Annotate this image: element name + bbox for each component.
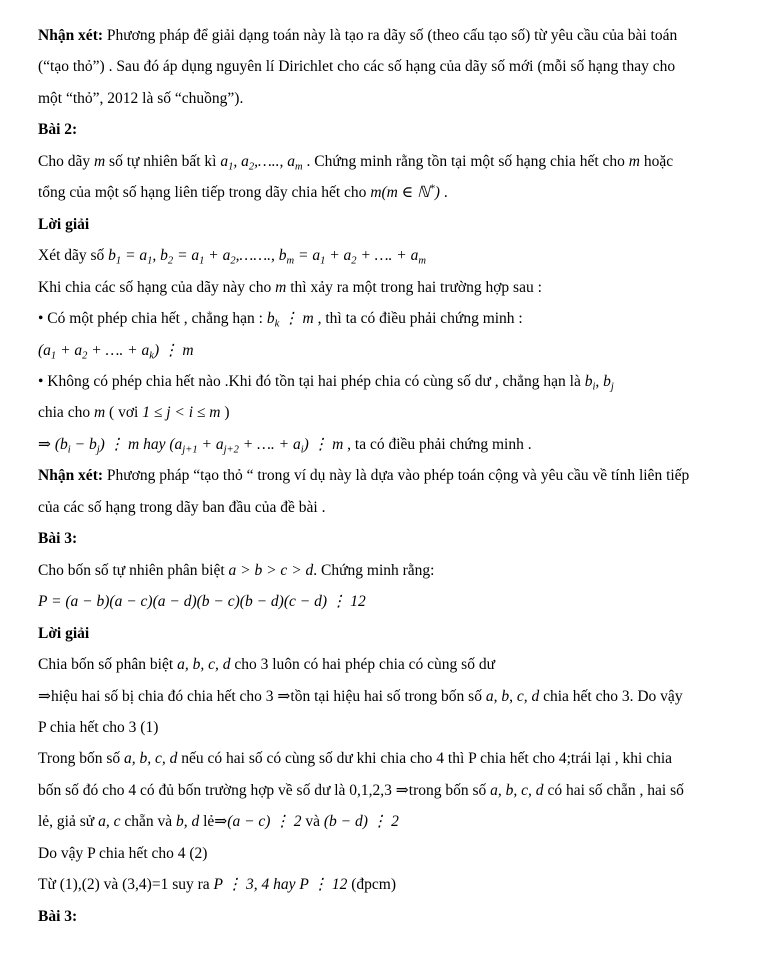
math-segment: = <box>173 247 192 265</box>
math-segment: 2 <box>82 350 88 362</box>
text-line <box>38 403 723 423</box>
text-segment: lẻ, giả sử <box>38 813 99 831</box>
text-segment: . Chứng minh rằng: <box>313 561 435 579</box>
math-segment: ( <box>169 435 175 453</box>
math-segment: + <box>197 435 216 453</box>
math-segment: a <box>410 247 419 265</box>
math-segment: P = (a − b)(a − c)(a − d)(b − c)(b − d)(c − d) ⋮ 12 <box>38 593 366 611</box>
text-segment: bốn số đó cho 4 có đủ bốn trường hợp về số dư là 0,1,2,3 ⇒trong bốn số <box>38 781 491 799</box>
math-segment: m <box>275 278 287 296</box>
math-segment: m <box>418 255 426 267</box>
text-line <box>38 498 723 518</box>
math-segment: a <box>191 247 200 265</box>
text-line <box>38 687 723 707</box>
math-segment: a <box>174 435 183 453</box>
math-segment: ⇒ ( <box>38 435 61 453</box>
text-segment: . Chứng minh rằng tồn tại một số hạng chia hết cho <box>302 152 629 170</box>
math-segment: b <box>108 247 116 265</box>
math-segment: hay <box>139 435 170 453</box>
bold-text: Nhận xét: <box>38 27 104 44</box>
text-segment: Từ (1),(2) và (3,4)=1 suy ra <box>38 876 214 894</box>
text-segment: Phương pháp “tạo thỏ “ trong ví dụ này là dựa vào phép toán cộng và yêu cầu về tính liên tiếp <box>103 467 690 485</box>
bold-text: Lời giải <box>38 624 90 642</box>
math-segment: P ⋮ 12 <box>299 876 348 894</box>
math-segment: + <box>204 247 223 265</box>
text-segment: của các số hạng trong dãy ban đầu của đề bài . <box>38 498 326 516</box>
math-segment: j+1 <box>182 444 198 456</box>
text-segment: Cho bốn số tự nhiên phân biệt <box>38 561 229 579</box>
text-segment: Chia bốn số phân biệt <box>38 656 178 674</box>
text-line <box>38 561 723 581</box>
text-line <box>38 246 723 266</box>
math-segment: b <box>266 310 275 328</box>
math-segment: a <box>74 341 83 359</box>
math-segment: + …. + <box>356 247 411 265</box>
math-segment: 1 <box>147 255 153 267</box>
bold-text: Lời giải <box>38 215 90 233</box>
text-segment: nếu có hai số có cùng số dư khi chia cho 4 thì P chia hết cho 4;trái lại , khi chia <box>177 750 673 768</box>
math-segment: a, c <box>98 813 121 831</box>
math-segment: k <box>149 350 154 362</box>
heading-line <box>38 624 723 644</box>
math-segment: b <box>584 372 593 390</box>
math-segment: ,……., <box>235 247 279 265</box>
bold-text: Nhận xét: <box>38 467 104 485</box>
text-line <box>38 309 723 329</box>
text-segment: ) <box>220 404 230 422</box>
bold-text: Bài 3: <box>38 530 78 548</box>
math-segment: a > b > c > d <box>228 561 314 579</box>
text-segment: một “thỏ”, 2012 là số “chuồng”). <box>38 89 244 107</box>
math-segment: m <box>93 152 106 170</box>
text-line <box>38 812 723 832</box>
text-segment: • Có một phép chia hết , chẳng hạn : <box>38 310 267 328</box>
math-segment: ⋮ m <box>279 310 314 328</box>
bold-text: Bài 3: <box>38 907 78 925</box>
text-segment: (đpcm) <box>347 876 396 894</box>
text-segment: , thì ta có điều phải chứng minh : <box>313 310 523 328</box>
math-segment: b <box>278 247 287 265</box>
text-line <box>38 26 723 46</box>
math-segment: = <box>121 247 140 265</box>
math-segment: b <box>603 372 611 390</box>
math-segment: a <box>215 435 224 453</box>
math-segment: + …. + <box>238 435 293 453</box>
math-segment: a <box>220 152 229 170</box>
math-segment: , <box>152 247 161 265</box>
text-segment: thì xảy ra một trong hai trường hợp sau : <box>286 278 542 296</box>
text-segment: lẻ⇒ <box>199 813 228 831</box>
heading-line <box>38 120 723 140</box>
text-segment: chẵn và <box>120 813 176 831</box>
text-segment: Trong bốn số <box>38 750 124 768</box>
math-segment: m <box>628 152 640 170</box>
math-segment: ( <box>38 341 44 359</box>
heading-line <box>38 215 723 235</box>
bold-text: Bài 2: <box>38 121 78 139</box>
math-segment: i <box>592 381 596 393</box>
math-segment: a, b, c, d <box>485 687 540 705</box>
math-segment: a, b, c, d <box>177 656 231 674</box>
math-segment: a <box>43 341 51 359</box>
text-line <box>38 152 723 172</box>
math-segment: 2 <box>351 255 357 267</box>
math-segment: − <box>70 435 89 453</box>
text-line <box>38 875 723 895</box>
text-segment: ⇒hiệu hai số bị chia đó chia hết cho 3 ⇒tồn tại hiệu hai số trong bốn số <box>38 687 486 705</box>
text-line <box>38 466 723 486</box>
math-segment: a <box>222 247 231 265</box>
math-segment: ) ⋮ m <box>99 435 140 453</box>
text-segment: Do vậy P chia hết cho 4 (2) <box>38 844 208 862</box>
text-segment: Xét dãy số <box>38 247 109 265</box>
math-segment: b <box>60 435 68 453</box>
text-segment: , ta có điều phải chứng minh . <box>343 435 532 453</box>
math-segment: a <box>292 435 301 453</box>
text-segment: chia hết cho 3. Do vậy <box>539 687 683 705</box>
text-line <box>38 844 723 864</box>
math-segment: , <box>233 152 242 170</box>
heading-line <box>38 529 723 549</box>
math-segment: a <box>139 247 148 265</box>
math-segment: 2 <box>230 255 236 267</box>
text-line <box>38 183 723 203</box>
math-segment: a <box>312 247 321 265</box>
math-segment: (b − d) ⋮ 2 <box>323 813 399 831</box>
math-segment: 1 <box>320 255 326 267</box>
math-segment: P ⋮ 3, 4 <box>213 876 270 894</box>
math-segment: 1 <box>228 161 234 173</box>
text-line <box>38 57 723 77</box>
math-segment: = <box>294 247 313 265</box>
math-segment: 1 <box>50 350 57 362</box>
math-segment: 1 ≤ j < i ≤ m <box>142 404 221 422</box>
document-body <box>38 26 723 927</box>
math-segment: a <box>141 341 150 359</box>
text-segment: chia cho <box>38 404 94 422</box>
text-segment: Phương pháp để giải dạng toán này là tạo ra dãy số (theo cấu tạo số) từ yêu cầu của bài toán <box>103 27 678 44</box>
math-segment: + …. + <box>87 341 142 359</box>
math-segment: + <box>56 341 75 359</box>
text-segment: • Không có phép chia hết nào .Khi đó tồn tại hai phép chia có cùng số dư , chẳng hạn là <box>38 372 585 390</box>
math-segment: 1 <box>115 255 122 267</box>
math-segment: hay <box>273 876 296 894</box>
math-segment: b, d <box>175 813 200 831</box>
math-segment: a, b, c, d <box>490 781 544 799</box>
math-segment: b <box>160 247 168 265</box>
text-segment: Khi chia các số hạng của dãy này cho <box>38 278 276 296</box>
math-segment: m(m ∈ ℕ <box>370 184 430 202</box>
text-segment: tổng của một số hạng liên tiếp trong dãy chia hết cho <box>38 184 371 202</box>
math-segment: j <box>96 444 100 456</box>
math-segment: i <box>300 444 304 456</box>
math-segment: 1 <box>199 255 205 267</box>
math-segment: m <box>295 161 303 173</box>
math-segment: i <box>67 444 71 456</box>
math-segment: a, b, c, d <box>124 750 178 768</box>
math-segment: b <box>88 435 97 453</box>
text-segment: và <box>301 813 324 831</box>
math-segment: ) <box>434 184 440 202</box>
text-line <box>38 749 723 769</box>
math-segment: ) ⋮ m <box>303 435 344 453</box>
text-segment: Cho dãy <box>38 152 94 170</box>
text-segment: . <box>439 184 448 202</box>
math-segment: ,….., <box>254 152 288 170</box>
math-segment: a <box>343 247 352 265</box>
text-segment: có hai số chẵn , hai số <box>543 781 684 799</box>
text-line <box>38 781 723 801</box>
math-segment: 2 <box>167 255 174 267</box>
text-segment: P chia hết cho 3 (1) <box>38 718 159 736</box>
math-segment: (a − c) ⋮ 2 <box>227 813 302 831</box>
math-segment: a <box>241 152 249 170</box>
text-line <box>38 592 723 612</box>
text-line <box>38 435 723 455</box>
text-line <box>38 372 723 392</box>
math-segment: a <box>287 152 296 170</box>
math-segment: * <box>429 184 435 195</box>
math-segment: 2 <box>248 161 255 173</box>
text-line <box>38 89 723 109</box>
math-segment: k <box>274 318 280 330</box>
math-segment: ) ⋮ m <box>153 341 194 359</box>
math-segment: + <box>325 247 344 265</box>
text-segment: (“tạo thỏ”) . Sau đó áp dụng nguyên lí Dirichlet cho các số hạng của dãy số mới (mỗi số hạng thay cho <box>38 58 676 76</box>
math-segment: m <box>93 404 106 422</box>
text-line <box>38 655 723 675</box>
text-segment: số tự nhiên bất kì <box>105 152 221 170</box>
text-segment: hoặc <box>639 152 674 170</box>
text-line <box>38 718 723 738</box>
text-line <box>38 341 723 361</box>
math-segment: j <box>610 381 614 393</box>
text-segment: cho 3 luôn có hai phép chia có cùng số dư <box>230 656 495 674</box>
math-segment: j+2 <box>223 444 239 456</box>
heading-line <box>38 907 723 927</box>
text-segment: ( vơi <box>105 404 143 422</box>
math-segment: m <box>286 255 295 267</box>
text-line <box>38 278 723 298</box>
math-segment: , <box>595 372 604 390</box>
